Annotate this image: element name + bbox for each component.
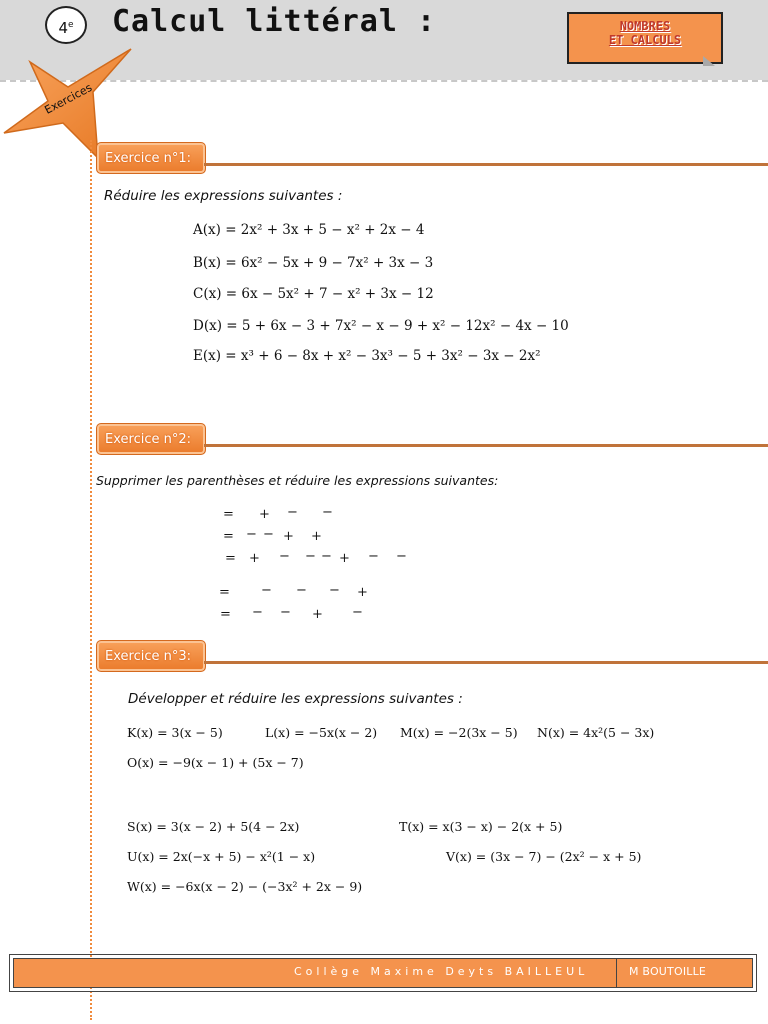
ex2-row3-op: − <box>321 549 332 564</box>
expression-A: A(x) = 2x² + 3x + 5 − x² + 2x − 4 <box>193 222 425 238</box>
expression-E: E(x) = x³ + 6 − 8x + x² − 3x³ − 5 + 3x² − 3x − 2x² <box>193 348 541 364</box>
theme-tag-fold <box>703 56 715 66</box>
expression-W: W(x) = −6x(x − 2) − (−3x² + 2x − 9) <box>127 879 363 894</box>
exercise-3-instruction: Développer et réduire les expressions suivantes : <box>128 691 463 707</box>
theme-tag-line2: ET CALCULS <box>608 33 682 47</box>
ex2-row1-op: − <box>322 505 333 520</box>
exercise-1-label: Exercice n°1: <box>96 142 206 174</box>
ex2-row3-op: − <box>368 549 379 564</box>
ex2-row3-op: − <box>305 549 316 564</box>
exercise-2-instruction: Supprimer les parenthèses et réduire les expressions suivantes: <box>96 473 499 488</box>
expression-B: B(x) = 6x² − 5x + 9 − 7x² + 3x − 3 <box>193 255 434 271</box>
footer-author: M BOUTOILLE <box>629 965 707 978</box>
grade-number: 4 <box>58 19 68 37</box>
ex2-row3-op: = <box>225 551 236 566</box>
ex2-row4-op: + <box>357 585 368 600</box>
expression-S: S(x) = 3(x − 2) + 5(4 − 2x) <box>127 819 300 834</box>
expression-N: N(x) = 4x²(5 − 3x) <box>537 725 655 740</box>
ex2-row1-op: − <box>287 505 298 520</box>
exercise-2-rule <box>204 444 768 447</box>
ex2-row3-op: − <box>279 549 290 564</box>
exercise-2-label: Exercice n°2: <box>96 423 206 455</box>
ex2-row2-op: − <box>263 527 274 542</box>
theme-tag-line1: NOMBRES <box>619 19 671 33</box>
expression-T: T(x) = x(3 − x) − 2(x + 5) <box>399 819 563 834</box>
expression-C: C(x) = 6x − 5x² + 7 − x² + 3x − 12 <box>193 286 434 302</box>
page-title: Calcul littéral : <box>112 4 437 39</box>
expression-M: M(x) = −2(3x − 5) <box>400 725 518 740</box>
exercise-3-rule <box>204 661 768 664</box>
ex2-row5-op: − <box>280 605 291 620</box>
expression-D: D(x) = 5 + 6x − 3 + 7x² − x − 9 + x² − 12x² − 4x − 10 <box>193 318 569 334</box>
ex2-row5-op: + <box>312 607 323 622</box>
expression-K: K(x) = 3(x − 5) <box>127 725 223 740</box>
ex2-row5-op: − <box>252 605 263 620</box>
expression-L: L(x) = −5x(x − 2) <box>265 725 378 740</box>
ex2-row3-op: − <box>396 549 407 564</box>
footer-separator <box>616 958 617 988</box>
footer-college: Collège Maxime Deyts BAILLEUL <box>294 965 589 978</box>
ex2-row4-op: − <box>261 583 272 598</box>
theme-tag <box>567 12 723 64</box>
ex2-row5-op: = <box>220 607 231 622</box>
exercise-1-rule <box>204 163 768 166</box>
expression-V: V(x) = (3x − 7) − (2x² − x + 5) <box>446 849 642 864</box>
ex2-row3-op: + <box>339 551 350 566</box>
ex2-row2-op: = <box>223 529 234 544</box>
ex2-row2-op: + <box>311 529 322 544</box>
expression-U: U(x) = 2x(−x + 5) − x²(1 − x) <box>127 849 316 864</box>
grade-badge <box>45 6 87 44</box>
ex2-row4-op: = <box>219 585 230 600</box>
exercise-1-instruction: Réduire les expressions suivantes : <box>104 188 343 204</box>
expression-O: O(x) = −9(x − 1) + (5x − 7) <box>127 755 304 770</box>
margin-dotted-line <box>90 140 92 1020</box>
ex2-row1-op: = <box>223 507 234 522</box>
ex2-row5-op: − <box>352 605 363 620</box>
ex2-row2-op: − <box>246 527 257 542</box>
ex2-row4-op: − <box>296 583 307 598</box>
exercise-3-label: Exercice n°3: <box>96 640 206 672</box>
star-label: Exercices <box>42 81 95 117</box>
ex2-row3-op: + <box>249 551 260 566</box>
grade-superscript: e <box>68 20 74 30</box>
ex2-row4-op: − <box>329 583 340 598</box>
ex2-row2-op: + <box>283 529 294 544</box>
ex2-row1-op: + <box>259 507 270 522</box>
